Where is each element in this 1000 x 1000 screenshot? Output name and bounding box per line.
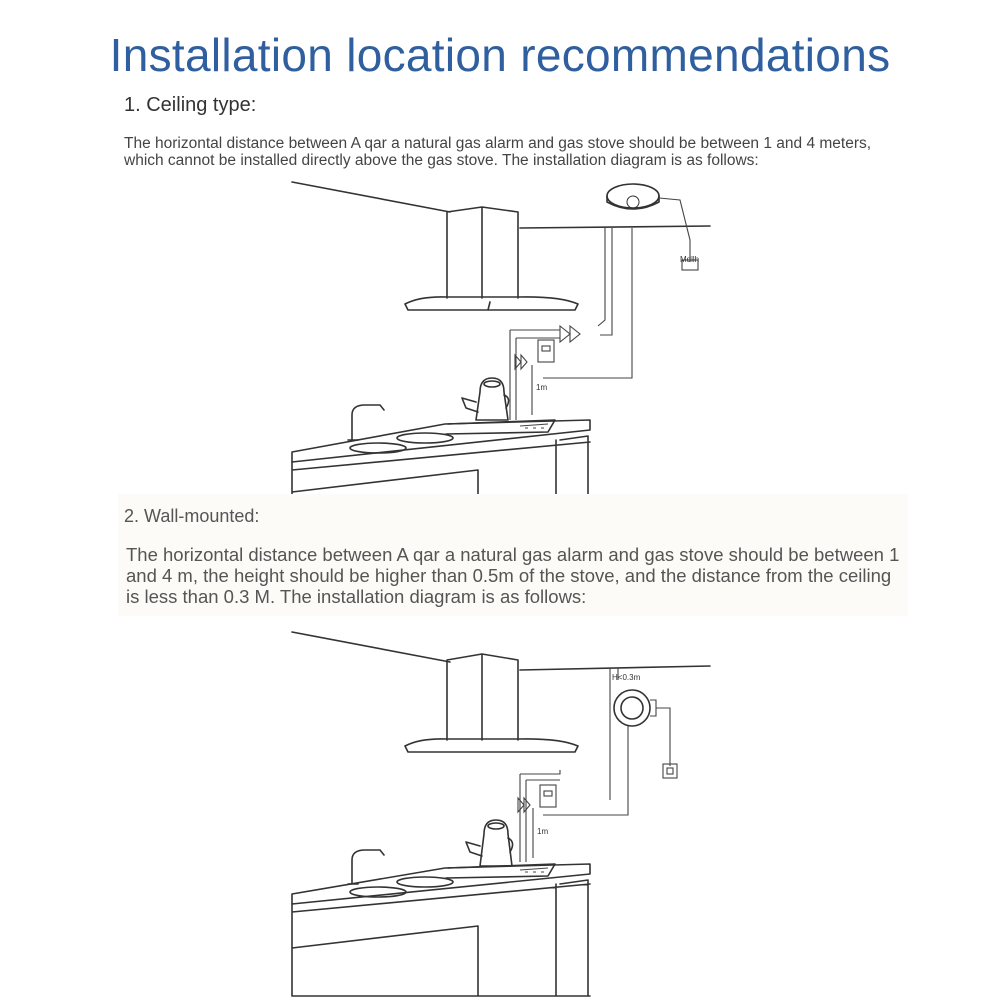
ceiling-line	[292, 632, 710, 670]
gas-alarm-wall	[614, 690, 656, 726]
page-title: Installation location recommendations	[109, 29, 891, 81]
cabinets	[292, 880, 590, 996]
faucet	[348, 405, 384, 440]
alarm-label: Mdllh	[680, 255, 700, 264]
controller-box	[663, 764, 677, 778]
ceiling-line	[292, 182, 710, 228]
kettle	[462, 378, 509, 420]
distance-label-1m: 1m	[537, 827, 549, 836]
wall-installation-diagram	[0, 628, 1000, 1000]
section-heading-ceiling: 1. Ceiling type:	[124, 94, 257, 116]
gas-alarm-ceiling	[607, 184, 659, 209]
height-label: H<0.3m	[612, 673, 641, 682]
section-text-ceiling: The horizontal distance between A qar a natural gas alarm and gas stove should be between 1 and 4 meters, which cannot be installed directly above the gas stove. The installation diagram is as follows:	[124, 135, 872, 169]
ceiling-installation-diagram	[0, 178, 1000, 508]
range-hood	[405, 207, 578, 310]
section-text-wall: The horizontal distance between A qar a natural gas alarm and gas stove should be between 1 and 4 m, the height should be higher than 0.5m of the stove, and the distance from the ceiling is less than 0.3 M. The installation diagram is as follows:	[126, 544, 900, 607]
kettle	[466, 820, 513, 866]
section-heading-wall: 2. Wall-mounted:	[124, 506, 260, 526]
distance-label-1m: 1m	[536, 383, 548, 392]
